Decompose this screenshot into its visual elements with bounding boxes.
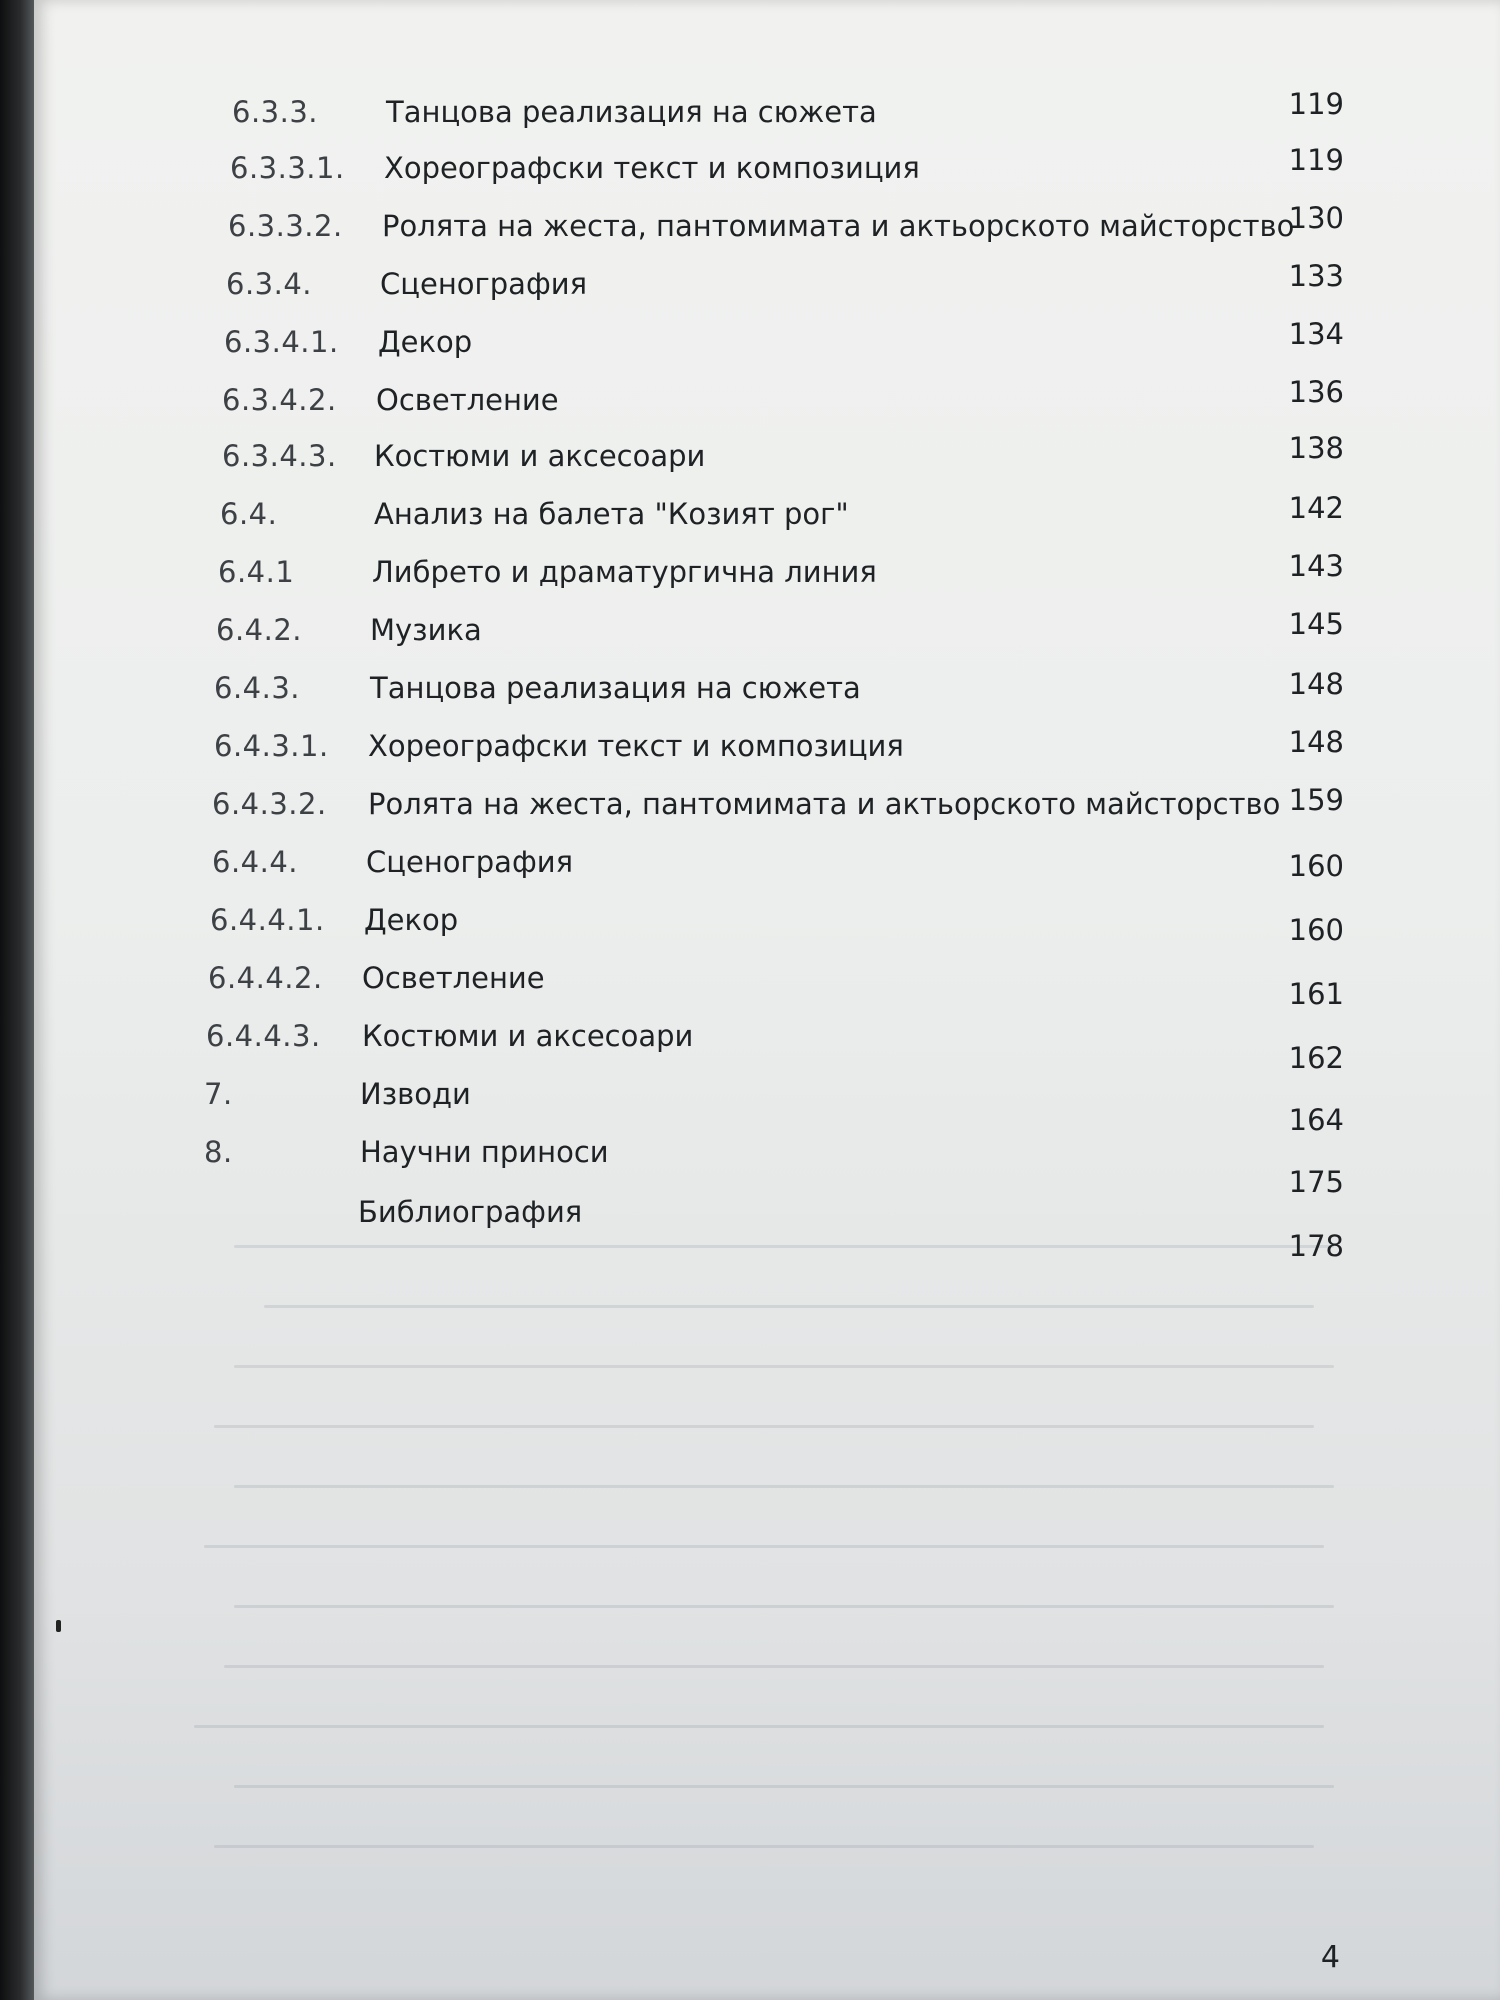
bleed-through-line xyxy=(234,1785,1334,1788)
ink-mark xyxy=(56,1620,61,1632)
toc-section-number: 6.4.4.1. xyxy=(210,903,325,937)
bleed-through-line xyxy=(214,1845,1314,1848)
toc-page-number: 136 xyxy=(1288,375,1344,409)
toc-entry xyxy=(0,668,1500,718)
bleed-through-line xyxy=(264,1305,1314,1308)
toc-entry xyxy=(0,900,1500,950)
bleed-through-line xyxy=(194,1725,1324,1728)
toc-section-number: 6.3.4. xyxy=(226,267,313,301)
toc-section-title: Осветление xyxy=(376,383,559,417)
toc-entry xyxy=(0,201,1500,256)
toc-page-number: 134 xyxy=(1288,317,1344,351)
toc-entry xyxy=(0,726,1500,776)
toc-page-number: 164 xyxy=(1288,1103,1344,1137)
toc-entry xyxy=(0,431,1500,486)
toc-entry xyxy=(0,1192,1500,1263)
toc-page-number: 148 xyxy=(1288,725,1344,759)
toc-section-title: Хореографски текст и композиция xyxy=(384,151,920,185)
toc-page-number: 138 xyxy=(1288,431,1344,465)
toc-section-title: Ролята на жеста, пантомимата и актьорското майсторство xyxy=(382,209,1295,243)
toc-section-title: Декор xyxy=(378,325,473,359)
page-number: 4 xyxy=(1320,1940,1340,1975)
toc-entry xyxy=(0,1016,1500,1075)
toc-page-number: 161 xyxy=(1288,977,1344,1011)
toc-entry xyxy=(0,491,1500,544)
toc-section-title: Сценография xyxy=(380,267,588,301)
toc-section-number: 6.3.3.2. xyxy=(228,209,343,243)
toc-section-title: Танцова реализация на сюжета xyxy=(386,95,877,129)
toc-page-number: 145 xyxy=(1288,607,1344,641)
toc-section-number: 6.3.3. xyxy=(232,95,319,129)
bleed-through-line xyxy=(234,1485,1334,1488)
toc-page-number: 175 xyxy=(1288,1165,1344,1199)
toc-section-title: Костюми и аксесоари xyxy=(362,1019,694,1053)
toc-entry xyxy=(0,958,1500,1011)
toc-section-number: 6.4.4. xyxy=(212,845,299,879)
toc-section-title: Анализ на балета "Козият рог" xyxy=(374,497,849,531)
toc-section-title: Сценография xyxy=(366,845,574,879)
toc-section-title: Ролята на жеста, пантомимата и актьорското майсторство xyxy=(368,787,1281,821)
bleed-through-line xyxy=(234,1605,1334,1608)
bleed-through-line xyxy=(214,1425,1314,1428)
toc-section-number: 8. xyxy=(204,1135,233,1169)
toc-entry xyxy=(0,607,1500,660)
toc-section-title: Костюми и аксесоари xyxy=(374,439,706,473)
toc-section-title: Библиография xyxy=(358,1195,583,1229)
toc-entry xyxy=(0,1074,1500,1137)
toc-section-number: 6.4.2. xyxy=(216,613,303,647)
toc-page-number: 148 xyxy=(1288,667,1344,701)
toc-page-number: 143 xyxy=(1288,549,1344,583)
toc-page-number: 119 xyxy=(1288,143,1344,177)
toc-section-number: 6.3.4.1. xyxy=(224,325,339,359)
toc-section-number: 6.4.3.2. xyxy=(212,787,327,821)
bleed-through-line xyxy=(224,1665,1324,1668)
toc-section-title: Осветление xyxy=(362,961,545,995)
toc-page-number: 178 xyxy=(1288,1229,1344,1263)
toc-section-number: 6.4.4.3. xyxy=(206,1019,321,1053)
toc-page-number: 160 xyxy=(1288,849,1344,883)
toc-page-number: 130 xyxy=(1288,201,1344,235)
toc-page-number: 133 xyxy=(1288,259,1344,293)
toc-section-number: 6.4.4.2. xyxy=(208,961,323,995)
toc-section-number: 6.4.3.1. xyxy=(214,729,329,763)
toc-section-title: Хореографски текст и композиция xyxy=(368,729,904,763)
toc-section-number: 7. xyxy=(204,1077,233,1111)
toc-section-number: 6.4. xyxy=(220,497,278,531)
toc-entry xyxy=(0,549,1500,602)
toc-entry xyxy=(0,1132,1500,1199)
toc-page-number: 119 xyxy=(1288,87,1344,121)
toc-entry xyxy=(0,259,1500,314)
toc-page-number: 142 xyxy=(1288,491,1344,525)
toc-section-title: Либрето и драматургична линия xyxy=(372,555,877,589)
toc-section-number: 6.4.3. xyxy=(214,671,301,705)
bleed-through-line xyxy=(204,1545,1324,1548)
toc-page-number: 162 xyxy=(1288,1041,1344,1075)
toc-section-number: 6.4.1 xyxy=(218,555,295,589)
toc-section-title: Научни приноси xyxy=(360,1135,609,1169)
toc-entry xyxy=(0,842,1500,892)
toc-section-title: Музика xyxy=(370,613,482,647)
toc-entry xyxy=(0,143,1500,198)
toc-page-number: 159 xyxy=(1288,783,1344,817)
toc-section-number: 6.3.3.1. xyxy=(230,151,345,185)
toc-section-title: Изводи xyxy=(360,1077,471,1111)
toc-entry xyxy=(0,784,1500,834)
toc-section-number: 6.3.4.3. xyxy=(222,439,337,473)
toc-entry xyxy=(0,375,1500,430)
toc-section-title: Декор xyxy=(364,903,459,937)
toc-section-title: Танцова реализация на сюжета xyxy=(370,671,861,705)
toc-section-number: 6.3.4.2. xyxy=(222,383,337,417)
toc-entry xyxy=(0,87,1500,142)
bleed-through-line xyxy=(234,1365,1334,1368)
toc-page-number: 160 xyxy=(1288,913,1344,947)
toc-entry xyxy=(0,317,1500,372)
